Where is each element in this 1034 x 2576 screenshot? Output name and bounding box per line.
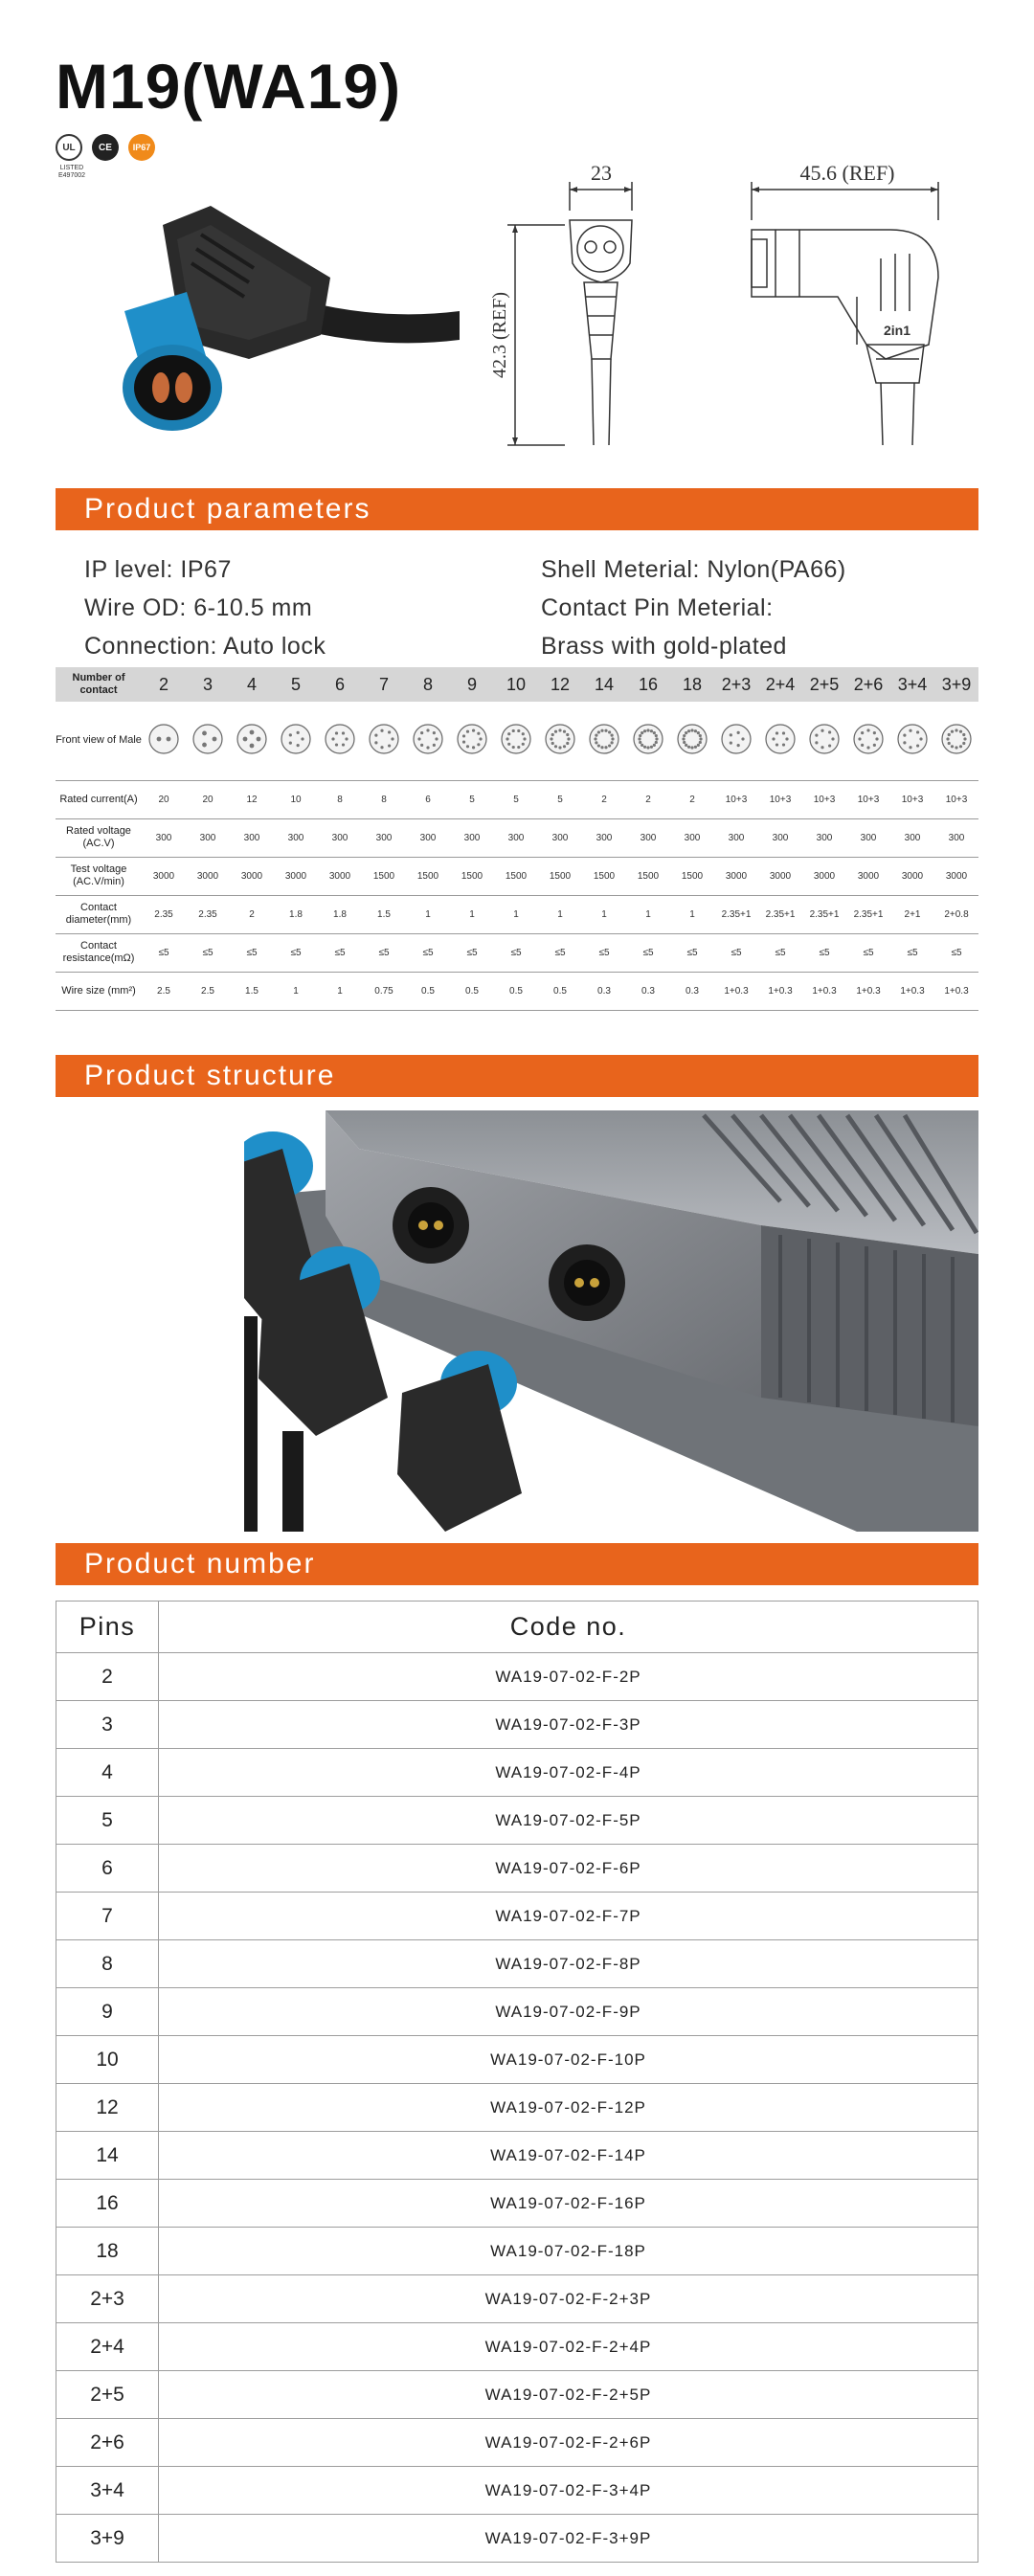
spec-value-cell: 10+3	[802, 780, 846, 818]
pins-cell: 8	[56, 1940, 159, 1988]
spec-value-cell: ≤5	[450, 933, 494, 972]
spec-value-cell: 1	[670, 895, 714, 933]
table-row	[56, 1988, 978, 2036]
pins-cell: 18	[56, 2228, 159, 2275]
code-cell: WA19-07-02-F-14P	[159, 2132, 978, 2180]
connector-product-image	[96, 196, 460, 450]
spec-value-cell: 3000	[846, 857, 890, 895]
spec-value-cell: 1+0.3	[802, 972, 846, 1010]
pin-layout-cell	[538, 702, 582, 780]
spec-value-cell: 1500	[670, 857, 714, 895]
spec-value-cell: 300	[890, 818, 934, 857]
code-cell: WA19-07-02-F-3P	[159, 1701, 978, 1749]
spec-row-label: Rated current(A)	[56, 780, 142, 818]
pins-cell: 2+5	[56, 2371, 159, 2419]
spec-value-cell: 1500	[450, 857, 494, 895]
pins-cell: 16	[56, 2180, 159, 2228]
pin-layout-icon	[764, 723, 797, 755]
spec-value-cell: 5	[494, 780, 538, 818]
spec-value-cell: ≤5	[186, 933, 230, 972]
table-row	[56, 2419, 978, 2467]
pin-layout-icon	[280, 723, 312, 755]
contact-count-cell: 14	[582, 667, 626, 702]
pin-layout-icon	[720, 723, 753, 755]
spec-value-cell: 300	[274, 818, 318, 857]
spec-row-label: Contact resistance(mΩ)	[56, 933, 142, 972]
spec-value-cell: 1	[318, 972, 362, 1010]
code-cell: WA19-07-02-F-3+9P	[159, 2515, 978, 2563]
dim-height: 42.3 (REF)	[489, 292, 510, 378]
spec-value-cell: 1.8	[274, 895, 318, 933]
spec-value-cell: 2	[582, 780, 626, 818]
spec-value-cell: 1	[626, 895, 670, 933]
spec-value-cell: 1500	[538, 857, 582, 895]
contact-count-cell: 3+9	[934, 667, 978, 702]
spec-value-cell: 3000	[274, 857, 318, 895]
contact-count-cell: 12	[538, 667, 582, 702]
spec-header-row	[56, 667, 978, 702]
pin-layout-cell	[670, 702, 714, 780]
spec-value-cell: ≤5	[758, 933, 802, 972]
spec-value-cell: 1500	[406, 857, 450, 895]
spec-row	[56, 780, 978, 818]
side-dimension-drawing	[732, 153, 962, 469]
code-cell: WA19-07-02-F-16P	[159, 2180, 978, 2228]
spec-value-cell: 2+1	[890, 895, 934, 933]
front-dimension-drawing	[488, 153, 680, 469]
spec-value-cell: ≤5	[934, 933, 978, 972]
spec-value-cell: 300	[670, 818, 714, 857]
spec-value-cell: 2.35	[142, 895, 186, 933]
pins-cell: 6	[56, 1845, 159, 1893]
spec-value-cell: 1+0.3	[714, 972, 758, 1010]
spec-value-cell: 1	[450, 895, 494, 933]
pin-layout-icon	[456, 723, 488, 755]
spec-value-cell: 6	[406, 780, 450, 818]
spec-row-label: Contact diameter(mm)	[56, 895, 142, 933]
spec-value-cell: ≤5	[406, 933, 450, 972]
pins-cell: 2+3	[56, 2275, 159, 2323]
pin-layout-icon	[412, 723, 444, 755]
spec-value-cell: 1+0.3	[934, 972, 978, 1010]
spec-value-cell: 2.5	[186, 972, 230, 1010]
contact-count-cell: 6	[318, 667, 362, 702]
table-row	[56, 1653, 978, 1701]
spec-value-cell: 10+3	[934, 780, 978, 818]
spec-value-cell: 10+3	[890, 780, 934, 818]
ul-cert-label: UL	[62, 142, 76, 153]
pin-layout-icon	[191, 723, 224, 755]
dim-side-label: 2in1	[883, 323, 911, 338]
spec-table	[56, 667, 978, 1011]
spec-value-cell: 1	[406, 895, 450, 933]
spec-value-cell: 10+3	[714, 780, 758, 818]
pin-layout-icon	[588, 723, 620, 755]
spec-value-cell: 2.35+1	[758, 895, 802, 933]
pin-layout-cell	[362, 702, 406, 780]
spec-value-cell: 1	[582, 895, 626, 933]
spec-value-cell: 1+0.3	[846, 972, 890, 1010]
cert-badges	[56, 134, 155, 179]
spec-value-cell: 5	[450, 780, 494, 818]
pin-layout-icon	[852, 723, 885, 755]
param-pin-plating: Brass with gold-plated	[541, 633, 787, 660]
spec-value-cell: 2	[230, 895, 274, 933]
contact-count-cell: 2+3	[714, 667, 758, 702]
code-cell: WA19-07-02-F-7P	[159, 1893, 978, 1940]
contact-count-cell: 8	[406, 667, 450, 702]
spec-row	[56, 818, 978, 857]
pins-cell: 3	[56, 1701, 159, 1749]
spec-value-cell: 5	[538, 780, 582, 818]
spec-value-cell: 2.35+1	[846, 895, 890, 933]
spec-value-cell: 300	[758, 818, 802, 857]
contact-count-cell: 3+4	[890, 667, 934, 702]
table-row	[56, 1797, 978, 1845]
spec-row-label: Wire size (mm²)	[56, 972, 142, 1010]
pin-layout-cell	[142, 702, 186, 780]
spec-value-cell: 300	[582, 818, 626, 857]
pins-cell: 2+4	[56, 2323, 159, 2371]
code-cell: WA19-07-02-F-12P	[159, 2084, 978, 2132]
spec-value-cell: 300	[142, 818, 186, 857]
pin-layout-cell	[406, 702, 450, 780]
table-row	[56, 2515, 978, 2563]
code-cell: WA19-07-02-F-2+4P	[159, 2323, 978, 2371]
spec-value-cell: 0.3	[626, 972, 670, 1010]
spec-value-cell: 0.5	[406, 972, 450, 1010]
spec-value-cell: ≤5	[890, 933, 934, 972]
pin-layout-cell	[494, 702, 538, 780]
table-row	[56, 2467, 978, 2515]
pin-layout-cell	[626, 702, 670, 780]
spec-value-cell: 0.5	[538, 972, 582, 1010]
param-connection: Connection: Auto lock	[84, 633, 326, 660]
spec-value-cell: 0.3	[582, 972, 626, 1010]
spec-value-cell: 1.5	[230, 972, 274, 1010]
dim-front-width: 23	[591, 161, 612, 185]
product-number-table	[56, 1601, 978, 2563]
section-params-title: Product parameters	[56, 488, 978, 530]
spec-value-cell: 8	[318, 780, 362, 818]
code-cell: WA19-07-02-F-6P	[159, 1845, 978, 1893]
pins-cell: 10	[56, 2036, 159, 2084]
spec-front-row	[56, 702, 978, 780]
pins-header: Pins	[56, 1602, 159, 1653]
pin-layout-cell	[846, 702, 890, 780]
spec-value-cell: 300	[538, 818, 582, 857]
contact-count-cell: 16	[626, 667, 670, 702]
pin-layout-icon	[236, 723, 268, 755]
ul-cert-icon	[56, 134, 86, 179]
spec-value-cell: 3000	[890, 857, 934, 895]
spec-value-cell: 1500	[582, 857, 626, 895]
spec-value-cell: 300	[626, 818, 670, 857]
spec-value-cell: 1	[274, 972, 318, 1010]
code-cell: WA19-07-02-F-2+5P	[159, 2371, 978, 2419]
contact-count-cell: 18	[670, 667, 714, 702]
spec-value-cell: 1500	[362, 857, 406, 895]
spec-value-cell: 3000	[758, 857, 802, 895]
pin-layout-icon	[147, 723, 180, 755]
contact-count-cell: 5	[274, 667, 318, 702]
pin-layout-cell	[230, 702, 274, 780]
code-cell: WA19-07-02-F-18P	[159, 2228, 978, 2275]
code-header: Code no.	[159, 1602, 978, 1653]
code-cell: WA19-07-02-F-2+6P	[159, 2419, 978, 2467]
pin-layout-cell	[274, 702, 318, 780]
spec-value-cell: 10+3	[846, 780, 890, 818]
spec-value-cell: 0.75	[362, 972, 406, 1010]
pin-layout-cell	[758, 702, 802, 780]
spec-row-label: Test voltage (AC.V/min)	[56, 857, 142, 895]
table-row	[56, 2371, 978, 2419]
dim-side-width: 45.6 (REF)	[799, 161, 895, 185]
contact-count-cell: 3	[186, 667, 230, 702]
spec-value-cell: 300	[318, 818, 362, 857]
spec-value-cell: ≤5	[626, 933, 670, 972]
pin-layout-icon	[544, 723, 576, 755]
table-row	[56, 1749, 978, 1797]
code-cell: WA19-07-02-F-5P	[159, 1797, 978, 1845]
spec-value-cell: ≤5	[142, 933, 186, 972]
spec-value-cell: 1	[494, 895, 538, 933]
spec-value-cell: 2	[626, 780, 670, 818]
pins-cell: 7	[56, 1893, 159, 1940]
table-row	[56, 1701, 978, 1749]
pin-layout-cell	[714, 702, 758, 780]
spec-value-cell: ≤5	[538, 933, 582, 972]
spec-value-cell: 1+0.3	[758, 972, 802, 1010]
pin-layout-cell	[890, 702, 934, 780]
spec-value-cell: 300	[406, 818, 450, 857]
spec-value-cell: 3000	[714, 857, 758, 895]
pins-cell: 4	[56, 1749, 159, 1797]
spec-value-cell: 20	[142, 780, 186, 818]
spec-row	[56, 857, 978, 895]
code-cell: WA19-07-02-F-9P	[159, 1988, 978, 2036]
table-row	[56, 2036, 978, 2084]
table-row	[56, 2275, 978, 2323]
pins-cell: 9	[56, 1988, 159, 2036]
params-right	[541, 550, 846, 665]
code-cell: WA19-07-02-F-2+3P	[159, 2275, 978, 2323]
pin-layout-icon	[808, 723, 841, 755]
pin-layout-cell	[186, 702, 230, 780]
spec-row	[56, 895, 978, 933]
ip67-cert-label: IP67	[132, 143, 151, 152]
spec-value-cell: 3000	[142, 857, 186, 895]
pin-layout-icon	[940, 723, 973, 755]
pin-layout-icon	[500, 723, 532, 755]
pins-cell: 12	[56, 2084, 159, 2132]
contact-count-cell: 2+4	[758, 667, 802, 702]
spec-value-cell: 300	[230, 818, 274, 857]
spec-value-cell: 1	[538, 895, 582, 933]
spec-value-cell: ≤5	[362, 933, 406, 972]
spec-value-cell: 1500	[494, 857, 538, 895]
spec-value-cell: ≤5	[318, 933, 362, 972]
contact-count-cell: 2+6	[846, 667, 890, 702]
spec-value-cell: 300	[186, 818, 230, 857]
spec-value-cell: 0.5	[494, 972, 538, 1010]
spec-value-cell: 10	[274, 780, 318, 818]
spec-value-cell: ≤5	[846, 933, 890, 972]
spec-row-label: Rated voltage (AC.V)	[56, 818, 142, 857]
spec-row	[56, 933, 978, 972]
spec-value-cell: 300	[362, 818, 406, 857]
ce-cert-label: CE	[99, 142, 112, 153]
contact-count-cell: 2	[142, 667, 186, 702]
pins-cell: 14	[56, 2132, 159, 2180]
code-cell: WA19-07-02-F-10P	[159, 2036, 978, 2084]
table-row	[56, 2132, 978, 2180]
product-structure-photo	[244, 1110, 978, 1532]
spec-value-cell: 300	[846, 818, 890, 857]
spec-value-cell: 300	[802, 818, 846, 857]
contact-count-cell: 10	[494, 667, 538, 702]
table-row	[56, 2323, 978, 2371]
table-row	[56, 1893, 978, 1940]
pin-layout-cell	[582, 702, 626, 780]
spec-value-cell: 12	[230, 780, 274, 818]
pin-layout-cell	[450, 702, 494, 780]
spec-value-cell: 2.35+1	[802, 895, 846, 933]
contact-count-cell: 4	[230, 667, 274, 702]
page-title: M19(WA19)	[56, 51, 402, 122]
spec-value-cell: 2	[670, 780, 714, 818]
spec-row	[56, 972, 978, 1010]
spec-value-cell: ≤5	[802, 933, 846, 972]
pins-cell: 5	[56, 1797, 159, 1845]
spec-value-cell: ≤5	[230, 933, 274, 972]
spec-value-cell: ≤5	[714, 933, 758, 972]
pin-layout-icon	[676, 723, 708, 755]
param-shell-material: Shell Meterial: Nylon(PA66)	[541, 556, 846, 583]
spec-value-cell: 20	[186, 780, 230, 818]
spec-value-cell: 3000	[318, 857, 362, 895]
table-row	[56, 1845, 978, 1893]
spec-value-cell: 1.5	[362, 895, 406, 933]
pins-cell: 3+4	[56, 2467, 159, 2515]
code-cell: WA19-07-02-F-3+4P	[159, 2467, 978, 2515]
pin-layout-icon	[324, 723, 356, 755]
ul-cert-sub: LISTED E497002	[57, 165, 86, 179]
pins-cell: 2	[56, 1653, 159, 1701]
param-pin-material: Contact Pin Meterial:	[541, 594, 774, 621]
spec-value-cell: 300	[714, 818, 758, 857]
pin-layout-cell	[318, 702, 362, 780]
spec-value-cell: ≤5	[274, 933, 318, 972]
spec-value-cell: 300	[934, 818, 978, 857]
spec-value-cell: 2.5	[142, 972, 186, 1010]
pins-cell: 3+9	[56, 2515, 159, 2563]
contact-count-cell: 9	[450, 667, 494, 702]
spec-value-cell: 300	[450, 818, 494, 857]
table-row	[56, 1940, 978, 1988]
product-table-header	[56, 1602, 978, 1653]
spec-value-cell: 1+0.3	[890, 972, 934, 1010]
pins-cell: 2+6	[56, 2419, 159, 2467]
table-row	[56, 2228, 978, 2275]
spec-value-cell: ≤5	[582, 933, 626, 972]
spec-value-cell: 3000	[934, 857, 978, 895]
table-row	[56, 2180, 978, 2228]
front-view-label: Front view of Male	[56, 702, 142, 780]
spec-value-cell: 2.35+1	[714, 895, 758, 933]
param-wire-od: Wire OD: 6-10.5 mm	[84, 594, 313, 621]
pin-layout-cell	[934, 702, 978, 780]
pin-layout-icon	[632, 723, 664, 755]
code-cell: WA19-07-02-F-8P	[159, 1940, 978, 1988]
contact-count-cell: 2+5	[802, 667, 846, 702]
section-number-title: Product number	[56, 1543, 978, 1585]
spec-value-cell: 3000	[186, 857, 230, 895]
spec-value-cell: ≤5	[670, 933, 714, 972]
ce-cert-icon	[92, 134, 119, 161]
ip67-cert-icon	[128, 134, 155, 161]
params-left	[84, 550, 326, 665]
spec-header-label: Number of contact	[56, 667, 142, 702]
code-cell: WA19-07-02-F-2P	[159, 1653, 978, 1701]
spec-value-cell: 3000	[230, 857, 274, 895]
code-cell: WA19-07-02-F-4P	[159, 1749, 978, 1797]
spec-value-cell: 10+3	[758, 780, 802, 818]
spec-value-cell: 3000	[802, 857, 846, 895]
pin-layout-icon	[896, 723, 929, 755]
spec-value-cell: 8	[362, 780, 406, 818]
table-row	[56, 2084, 978, 2132]
spec-value-cell: 0.3	[670, 972, 714, 1010]
pin-layout-cell	[802, 702, 846, 780]
contact-count-cell: 7	[362, 667, 406, 702]
spec-value-cell: 2+0.8	[934, 895, 978, 933]
spec-value-cell: 1.8	[318, 895, 362, 933]
spec-value-cell: 2.35	[186, 895, 230, 933]
spec-value-cell: 300	[494, 818, 538, 857]
spec-value-cell: 1500	[626, 857, 670, 895]
pin-layout-icon	[368, 723, 400, 755]
spec-value-cell: ≤5	[494, 933, 538, 972]
spec-value-cell: 0.5	[450, 972, 494, 1010]
param-ip-level: IP level: IP67	[84, 556, 232, 583]
section-structure-title: Product structure	[56, 1055, 978, 1097]
